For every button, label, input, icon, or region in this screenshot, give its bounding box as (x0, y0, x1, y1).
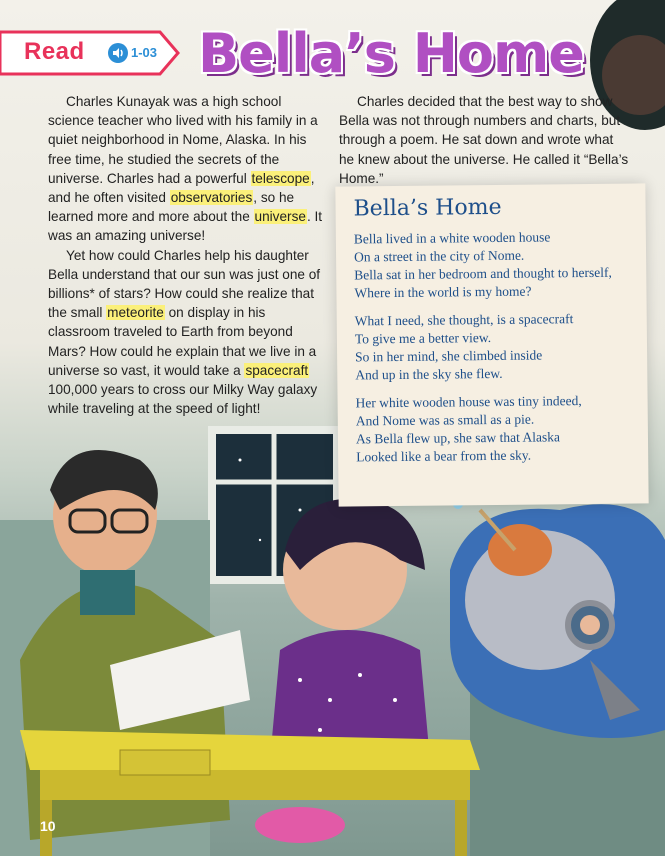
poem-line: On a street in the city of Nome. (353, 247, 525, 265)
poem-line: And Nome was as small as a pie. (355, 411, 535, 429)
poem-title: Bella’s Home (353, 194, 502, 222)
poem-stanza-3 (356, 391, 647, 466)
page-title: Bella’s Home (198, 22, 584, 85)
poem-line: And up in the sky she flew. (355, 365, 503, 383)
paragraph-2: Yet how could Charles help his daughter Bella understand that our sun was just one of billions* of stars? How could she realize that the small meteorite on display in his classroom traveled to Earth from beyond Mars? How could he explain that we live in a universe so vast, it would take a spacecraft 100,000 years to cross our Milky Way galaxy while traveling at the speed of light! (48, 247, 321, 417)
poem-line: To give me a better view. (354, 330, 492, 347)
poem-line: Her white wooden house was tiny indeed, (355, 393, 582, 411)
vocab-universe: universe (254, 209, 306, 225)
paragraph-1: Charles Kunayak was a high school science teacher who lived with his family in a quiet neighborhood in Nome, Alaska. In his free time, he studied the secrets of the universe. Charles had a powerful telescope, and he often visited observatories, so he learned more and more about the universe. It was an amazing universe! (48, 94, 323, 244)
story-column-1 (48, 92, 323, 418)
poem-line: As Bella flew up, she saw that Alaska (355, 429, 561, 447)
paragraph-3: Charles decided that the best way to show Bella was not through numbers and charts, but through a poem. He sat down and wrote what he knew about the universe. He called it “Bella’s Home.” (339, 94, 629, 186)
poem-stanza-2 (355, 309, 646, 384)
vocab-telescope: telescope (251, 170, 310, 186)
poem-card (335, 183, 648, 506)
poem-body (354, 227, 647, 476)
speaker-icon[interactable] (108, 43, 128, 63)
poem-line: Bella lived in a white wooden house (353, 229, 551, 247)
poem-stanza-1 (354, 227, 645, 302)
poem-line: Bella sat in her bedroom and thought to herself, (354, 264, 612, 283)
poem-line: So in her mind, she climbed inside (355, 347, 543, 365)
vocab-observatories: observatories (170, 190, 253, 206)
poem-line: What I need, she thought, is a spacecraft (354, 311, 574, 329)
vocab-meteorite: meteorite (107, 305, 164, 321)
vocab-spacecraft: spacecraft (245, 362, 309, 378)
audio-track-code: 1-03 (131, 45, 158, 60)
poem-line: Where in the world is my home? (354, 283, 532, 301)
page-number: 10 (40, 818, 56, 834)
story-column-2 (339, 92, 629, 188)
poem-line: Looked like a bear from the sky. (356, 447, 532, 465)
read-label: Read (24, 38, 85, 65)
